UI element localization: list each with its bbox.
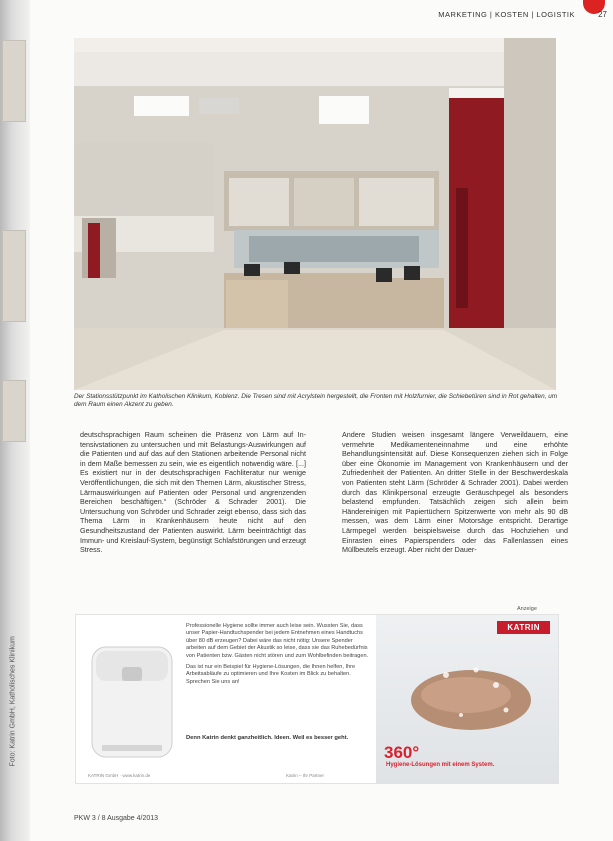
ad-body-paragraph: Das ist nur ein Beispiel für Hygiene-Lösungen, die Ihnen helfen, Ihre Arbeitsabläufe zu optimieren und Ihre Kosten im Blick zu behalten. Sprechen Sie uns an!	[186, 664, 356, 685]
photo-caption: Der Stationsstützpunkt im Katholischen Klinikum, Koblenz. Die Tresen sind mit Acrylstein hergestellt, die Fronten mit Holzfurnier, die Schiebetüren sind in Rot gehalten, um dem Raum einen Akzent zu geben.	[74, 393, 558, 408]
ad-footer-right: Katrin – Ihr Partner	[286, 773, 325, 778]
adjacent-page-photo	[2, 40, 26, 122]
ad-label: Anzeige	[517, 606, 537, 612]
hospital-interior-photo	[74, 38, 556, 390]
ad-slogan: Denn Katrin denkt ganzheitlich. Ideen. Weil es besser geht.	[186, 735, 349, 741]
adjacent-page-spine	[0, 0, 30, 841]
katrin-advertisement	[75, 614, 559, 784]
page-footer: PKW 3 / 8 Ausgabe 4/2013	[74, 815, 159, 822]
body-text-left-column: deutschsprachigen Raum scheinen die Präsenz von Lärm auf In-tensivstationen zu untersuchen und mit Belastungs-Auswirkungen auf die Patienten und auf das auf den Stationen arbeitende Personal nicht in dem Maße bemessen zu sein, wie es eigentlich notwendig wäre. [...] Es existiert nur in der deutschsprachigen Fachliteratur nur wenige Veröffentlichungen, die sich mit den Themen Lärm, akustischer Stress, Lärmauswirkungen auf Patienten oder Personal und angrenzenden Bereichen beschäftigen.“ (Schröder & Schrader 2001). Die Untersuchung von Schröder und Schrader zeigt ebenso, dass sich das Thema Lärm in Krankenhäusern heute nicht auf den Gesundheitszustand der Patienten auswirkt. Lärm beeinträchtigt das Immun- und Kreislauf-System, begünstigt Schlafstörungen und erzeugt Stress.	[80, 430, 306, 555]
ad-body-paragraph: Professionelle Hygiene sollte immer auch leise sein. Wussten Sie, dass unser Papier-Handtuchspender bei jedem Entnehmen eines Handtuchs über 80 dB erzeugen? Dabei wäre das nicht nötig: Unsere Spender arbeiten auf dem Gebiet der Akustik so leise, dass sie das Ruhebedürfnis von Patienten bzw. Gästen nicht stören und zum Wohlbefinden beitragen.	[186, 623, 369, 659]
adjacent-page-photo	[2, 380, 26, 442]
ad-tagline: Hygiene-Lösungen mit einem System.	[386, 762, 495, 768]
adjacent-page-photo	[2, 230, 26, 322]
photo-illustration	[74, 38, 556, 390]
page-number: 27	[598, 10, 607, 19]
ad-image-panel	[376, 615, 558, 783]
ad-body-text	[186, 623, 370, 686]
towel-dispenser-image	[82, 627, 182, 767]
section-header: MARKETING | KOSTEN | LOGISTIK	[438, 10, 575, 19]
adjacent-page-credit: Foto: Katrin GmbH, Katholisches Klinikum	[9, 636, 17, 767]
ad-360-label: 360°	[384, 743, 420, 762]
katrin-logo: KATRIN	[497, 621, 550, 634]
ad-footer-left: KATRIN GmbH · www.katrin.de	[88, 773, 151, 778]
body-text-right-column: Andere Studien weisen insgesamt längere Verweildauern, eine vermehrte Medikamenteneinnahme und eine erhöhte Behandlungsintensität auf. Diese Konsequenzen ziehen sich in Folge über eine Ökonomie im Management von Krankenhäusern und der Zufriedenheit der Patienten. An dritter Stelle in der Beschwerdeskala von Patienten steht Lärm (Schröder & Schrader 2001). Dabei werden durch das Klinikpersonal erzeugte Geräuschpegel als besonders belastend empfunden. Tatsächlich zeigen sich allein beim Händereinigen mit Papiertüchern Spitzenwerte von mehr als 90 dB messen, was dem Lärm einer Motorsäge entspricht. Derartige Lärmpegel werden beispielsweise durch das Hochziehen und Einrasten eines Papierspenders oder das Fallenlassen eines Müllbeutels erzeugt. Aber nicht der Dauer-	[342, 430, 568, 555]
